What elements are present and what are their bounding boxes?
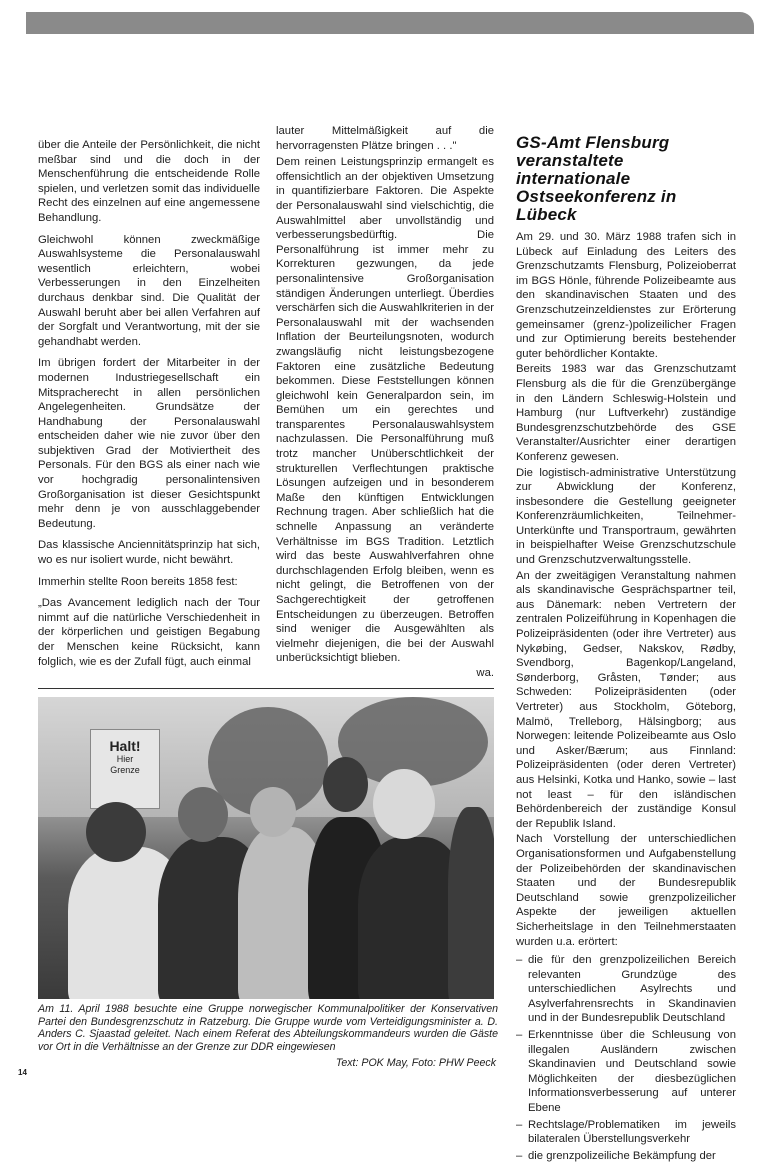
paragraph: Dem reinen Leistungsprinzip ermangelt es offensichtlich an der objektiven Umsetzung in quantifizierbare Faktoren. Die Aspekte der Personalauswahl sind vielschichtig, die Auswahlmittel aber unvollständig und verbesserungsbedürftig. Die Personalführung ist immer mehr zu Korrekturen gezwungen, da jede personalintensive Großorganisation ständigen Änderungen unterliegt. Überdies verschärfen sich die Auswahlkriterien in der Personalauswahl mit der wachsenden Inflation der Beurteilungsnoten, wodurch zwangsläufig nicht leistungsbezogene Faktoren eine zusätzliche Bedeutung bekommen. Diese Feststellungen können gleichwohl kein Generalpardon sein, im Bemühen um ein gerechtes und transparentes Personalauswahlsystem nachzulassen. Die Personalführung muß trotz mancher Unüberschtlichkeit der strukturellen Verflechtungen praktische Lösungen aufzeigen und in besonderem Maße den künftigen Entwicklungen Rechnung tragen. Aber schließlich hat die schnelle Anpassung an veränderte Verhältnisse im BGS Tradition. Letztlich wird das beste Auswahlverfahren ohne durchschlagenden Erfolg bleiben, wenn es nicht gelingt, die Betroffenen von der Sachgerechtigkeit der getroffenen Entscheidungen zu überzeugen. Betroffen sind weniger die Ausgewählten als vielmehr diejenigen, die bei der Auswahl unberücksichtigt blieben. — [276, 156, 494, 665]
column-right — [516, 134, 736, 1165]
page-number: 14 — [18, 1068, 27, 1077]
photo-person — [448, 807, 494, 999]
paragraph: Nach Vorstellung der unterschiedlichen Organisationsformen und Aufgabenstellung der Polizeibehörden der skandinavischen Staaten und der Bundesrepublik Deutschland sowie grenzpolizeilicher Aspekte der jeweiligen aktuellen Sicherheitslage in den Teilnehmerstaaten wurden u.a. erörtert: — [516, 833, 736, 948]
photo-caption: Am 11. April 1988 besuchte eine Gruppe norwegischer Kommunalpolitiker der Konservativen Partei den Bundesgrenzschutz in Ratzeburg. Die Gruppe wurde vom Verteidigungsminister a. D. Anders C. Sjaastad geleitet. Nach einem Referat des Abteilungskommandeurs wurden die Gäste vor Ort in die Verhältnisse an der Grenze zur DDR eingewiesen — [38, 1003, 498, 1053]
photo-credit: Text: POK May, Foto: PHW Peeck — [335, 1057, 496, 1069]
photo-person-head — [86, 802, 146, 862]
list-item: – die für den grenzpolizeilichen Bereich relevanten Grundzüge des unterschiedlichen Asylrechts und Asylverfahrensrechts in Skandinavien und in der Bundesrepublik Deutschland — [516, 953, 736, 1026]
photo-person-head — [373, 769, 435, 839]
paragraph: lauter Mittelmäßigkeit auf die hervorragensten Plätze bringen . . ." — [276, 125, 494, 152]
paragraph: An der zweitägigen Veranstaltung nahmen als skandinavische Gesprächspartner teil, aus Dänemark: neben Vertretern der zentralen Polizeiführung in Kopenhagen die Polizeipräsidenten (oder ihre Vertreter) aus Nykøbing, Gedser, Nakskov, Rødby, Svendborg, Bagenkop/Langeland, Sønderborg, Gråsten, Tønder; aus Schweden: Polizeipräsidenten (oder Vertreter) aus Stockholm, Göteborg, Malmö, Trelleborg, Hälsingborg; aus Norwegen: leitende Polizeibeamte aus Oslo und Asker/Bærum; aus Finnland: Polizeipräsidenten (oder deren Vertreter) aus Helsinki, Kotka und Hanko, sowie – last not least – für den isländischen Behördenbereich der zuständige Konsul der Republik Island. — [516, 569, 736, 830]
news-photo — [38, 697, 494, 999]
section-divider — [38, 688, 494, 689]
header-band — [26, 12, 754, 34]
paragraph: Das klassische Anciennitätsprinzip hat sich, wo es nur isoliert wurde, nicht bewährt. — [38, 539, 260, 567]
article-headline: GS-Amt Flensburg veranstaltete internationale Ostseekonferenz in Lübeck — [516, 133, 677, 224]
sign-text: Halt! — [109, 738, 141, 754]
sign-text: Hier — [116, 754, 134, 764]
photo-person-head — [323, 757, 368, 812]
paragraph: Die logistisch-administrative Unterstützung zur Abwicklung der Konferenz, insbesondere die Gestellung geeigneter Konferenzräumlichkeiten, Teilnehmer-Unterkünfte und Transportraum, gewährten in beispielhafter Weise Grenzschutzschule und Grenzschutzverwaltungsstelle. — [516, 466, 736, 567]
author-signoff: wa. — [476, 666, 494, 679]
quote: „Das Avancement lediglich nach der Tour nimmt auf die natürliche Verschiedenheit in der körperlichen und geistigen Begabung der Menschen keine Rücksicht, kann folglich, wie es der Zufall fügt, auch einmal — [38, 597, 260, 668]
paragraph: Am 29. und 30. März 1988 trafen sich in Lübeck auf Einladung des Leiters des Grenzschutzamts Flensburg, Polizeioberrat im BGS Hönle, führende Polizeibeamte aus den skandinavischen Staaten und des Grenzschutzeinzeldienstes zur Erörterung gemeinsamer (grenz-)polizeilicher Fragen und zur Optimierung bereits bestehender guter behördlicher Kontakte. — [516, 231, 736, 360]
column-middle — [276, 124, 494, 688]
list-item: – die grenzpolizeiliche Bekämpfung der — [516, 1149, 736, 1164]
paragraph: Im übrigen fordert der Mitarbeiter in der modernen Industriegesellschaft ein Mitspracherecht in allen persönlichen Angelegenheiten. Grundsätze der Handhabung der Personalauswahl entscheiden daher wie nie zuvor über den subjektiven Grad der Motiviertheit des Personals. Für den BGS als einer nach wie vor hochgradig personalintensiven Großorganisation ist dieser Gesichtspunkt mehr denn je von ausschlaggebender Bedeutung. — [38, 357, 260, 530]
list-item: – Rechtslage/Problematiken im jeweils bilateralen Überstellungsverkehr — [516, 1118, 736, 1147]
list-item: – Erkenntnisse über die Schleusung von illegalen Ausländern zwischen Skandinavien und Deutschland sowie Möglichkeiten der diesbezüglichen Informationsverbesserung auf unterer Ebene — [516, 1028, 736, 1116]
column-left — [38, 138, 260, 676]
photo-person-head — [178, 787, 228, 842]
topic-list — [516, 953, 736, 1163]
sign-text: Grenze — [110, 765, 140, 775]
paragraph: Immerhin stellte Roon bereits 1858 fest: — [38, 575, 238, 588]
paragraph: Bereits 1983 war das Grenzschutzamt Flensburg als die für die Grenzübergänge in den Ländern Schleswig-Holstein und Hamburg (nur Luftverkehr) zuständige Bundesgrenzschutzbehörde des GSE Veranstalter/Ausrichter einer derartigen Konferenz gewesen. — [516, 363, 736, 463]
border-sign — [90, 729, 160, 809]
paragraph: über die Anteile der Persönlichkeit, die nicht meßbar sind und die doch in der Menschenführung die entscheidende Rolle spielen, und verletzen somit das individuelle Recht des einzelnen auf eine angemessene Behandlung. — [38, 139, 260, 224]
photo-person-head — [250, 787, 296, 837]
paragraph: Gleichwohl können zweckmäßige Auswahlsysteme die Personalauswahl wesentlich erleichtern, wobei Verbesserungen in den Einzelheiten durchaus denkbar sind. Die Qualität der Auswahl beruht aber bei allen Verfahren auf der Sorgfalt und Verantwortung, mit der sie gehandhabt werden. — [38, 233, 260, 348]
